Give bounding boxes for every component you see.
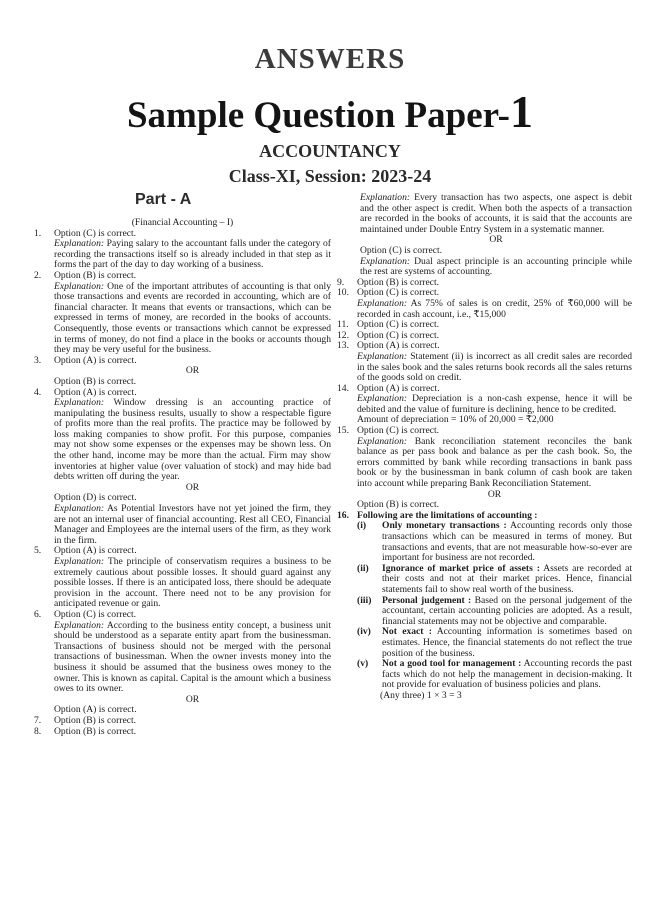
answer-5: 5. Option (A) is correct. Explanation: The principle of conservatism requires a business to be extremely cautious about possible losses. It should guard against any possible losses. If there is an anticipated loss, there should be adequate provision in the account. There need not to be any provision for anticipated revenue or gain. [34, 545, 331, 610]
limitation-item: (i) Only monetary transactions : Accounting records only those transactions which can be measured in terms of money. But transactions and events, that are not measurable how-so-ever are important for business are not recorded. [357, 520, 632, 564]
left-column [34, 193, 331, 737]
limitation-item: (v) Not a good tool for management : Accounting records the past facts which do not help the management in decision-making. It not provide for evaluation of business policies and plans. [357, 658, 632, 691]
answer-6: 6. Option (C) is correct. Explanation: According to the business entity concept, a business unit should be understood as a separate entity apart from the businessman. Transactions of business should not be merged with the personal transactions of businessman. When the owner invests money into the business it should be assumed that the business owes money to the owner. This is known as capital. Capital is the amount which a business owes to its owner. OR Option (A) is correct. [34, 608, 331, 716]
answer-10: 10. Option (C) is correct. Explanation: As 75% of sales is on credit, 25% of ₹60,000 will be recorded in cash account, i.e., ₹15,000 [337, 287, 632, 320]
answer-11: 11. Option (C) is correct. [337, 319, 440, 331]
answer-14: 14. Option (A) is correct. Explanation: Depreciation is a non-cash expense, hence it will be debited and the value of furniture is declining, hence to be credited. Amount of depreciation = 10% of 20,000 = ₹2,000 [337, 382, 632, 426]
class-session: Class-XI, Session: 2023-24 [228, 166, 432, 186]
answer-4: 4. Option (A) is correct. Explanation: Window dressing is an accounting practice of manipulating the business results, usually to show a respectable figure of profits more than the real profits. The practice may be followed by loss making companies to show profit. For this purpose, companies may not show some expenses or the expenses may be shown less. On the other hand, income may be more than the actual. Firm may show inventories at higher value (over valuation of stock) and may hide bad debts written off during the year. OR Option (D) is correct. Explanation: As Potential Investors have not yet joined the firm, they are not an internal user of financial accounting. Rest all CEO, Financial Manager and Employees are the internal users of the firm, as they work in the firm. [34, 386, 332, 546]
answer-3: 3. Option (A) is correct. OR Option (B) is correct. [34, 354, 200, 387]
answer-16: 16. Following are the limitations of accounting : (i) Only monetary transactions : Accounting records only those transactions which can be measured in terms of money. But transactions and events, that are not measurable how-so-ever are important for business are not recorded. (ii) Ignorance of market price of assets : Assets are recorded at their costs and not at their market prices. Hence, financial statements fail to show real worth of the business. (iii) Personal judgement : Based on the personal judgement of the accountant, certain accounting policies are adopted. As a result, financial statements may not be objective and comparable. (iv) Not exact : Accounting information is sometimes based on estimates. Hence, the financial statements do not reflect the true position of the business. (v) Not a good tool for management : Accounting records the past facts which do not help the management in decision-making. It not provide for evaluation of business policies and plans. (Any three) 1 × 3 = 3 [337, 509, 632, 701]
answer-8-continued: Explanation: Every transaction has two aspects, one aspect is debit and the other aspect is credit. When both the aspects of a transaction are recorded in the books of accounts, it is said that the accounts are maintained under Double Entry System in a systematic manner. OR Option (C) is correct. Explanation: Dual aspect principle is an accounting principle while the rest are systems of accounting. [360, 192, 632, 278]
answer-9: 9. Option (B) is correct. [337, 276, 440, 288]
answer-13: 13. Option (A) is correct. Explanation: Statement (ii) is incorrect as all credit sales are recorded in the sales book and the sales returns book records all the sales returns of the goods sold on credit. [337, 340, 632, 384]
subject-heading: ACCOUNTANCY [259, 141, 401, 161]
answer-12: 12. Option (C) is correct. [337, 329, 440, 341]
limitation-item: (ii) Ignorance of market price of assets : Assets are recorded at their costs and not at their market prices. Hence, financial statements fail to show real worth of the business. [357, 562, 632, 595]
section-heading: (Financial Accounting – I) [131, 217, 234, 228]
right-column [337, 193, 632, 702]
answer-1: 1. Option (C) is correct. Explanation: Paying salary to the accountant falls under the category of recording the transactions itself so is already included in that step as it forms the part of the day to day working of a business. [34, 227, 331, 271]
answer-8: 8. Option (B) is correct. [34, 725, 137, 737]
limitation-item: (iii) Personal judgement : Based on the personal judgement of the accountant, certain accounting policies are adopted. As a result, financial statements may not be objective and comparable. [357, 594, 632, 627]
paper-title: Sample Question Paper-1 [126, 86, 533, 137]
answer-2: 2. Option (B) is correct. Explanation: One of the important attributes of accounting is that only those transactions and events are recorded in accounting, which are of financial character. It means that events or transactions, which can be expressed in terms of money, are recorded in the books of accounts. Consequently, those events or transactions which cannot be expressed in terms of money, do not find a place in the books or accounts though they may be very useful for the business. [34, 269, 331, 356]
answer-7: 7. Option (B) is correct. [34, 714, 137, 726]
limitation-item: (iv) Not exact : Accounting information is sometimes based on estimates. Hence, the financial statements do not reflect the true position of the business. [357, 626, 632, 659]
answer-15: 15. Option (C) is correct. Explanation: Bank reconciliation statement reconciles the bank balance as per pass book and balance as per the cash book. So, the errors committed by bank while recording transactions in bank pass book or by the businessman in bank column of cash book are taken into account while preparing Bank Reconciliation Statement. OR Option (B) is correct. [337, 425, 632, 511]
paper-number: 1 [510, 86, 533, 137]
answers-heading: ANSWERS [254, 43, 406, 75]
marks-note: (Any three) 1 × 3 = 3 [380, 689, 462, 701]
part-heading: Part - A [135, 191, 192, 208]
